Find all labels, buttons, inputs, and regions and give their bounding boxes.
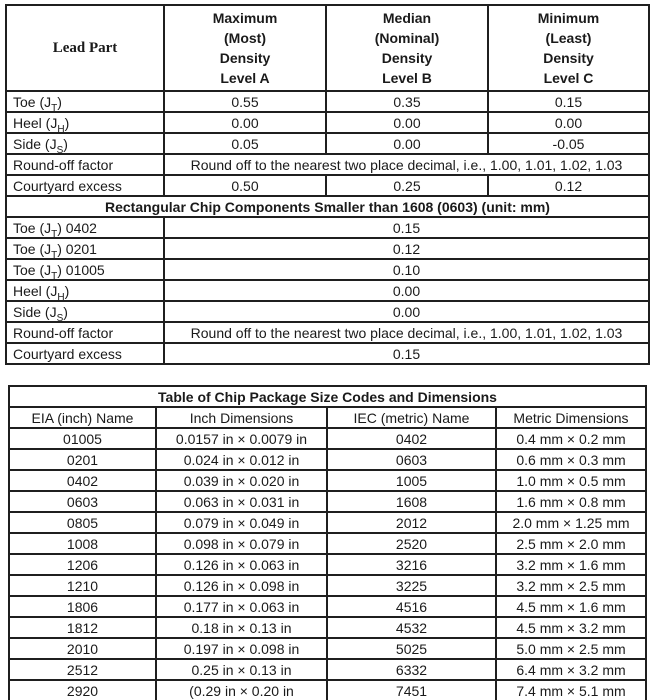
table-row-round-off xyxy=(6,322,649,343)
cell-metric-dimensions: 0.6 mm × 0.3 mm xyxy=(496,449,646,470)
cell-eia-name: 01005 xyxy=(9,428,156,449)
label-subscript: T xyxy=(51,228,58,238)
spanned-value-cell: 0.15 xyxy=(164,343,649,364)
value-cell: 0.00 xyxy=(164,112,326,133)
label-text: ) 01005 xyxy=(57,261,105,278)
row-label-cell xyxy=(6,322,164,343)
cell-eia-name: 2512 xyxy=(9,659,156,680)
label-subscript: H xyxy=(57,123,65,133)
value-cell: -0.05 xyxy=(488,133,649,154)
cell-inch-dimensions: 0.063 in × 0.031 in xyxy=(156,491,327,512)
cell-metric-dimensions: 4.5 mm × 3.2 mm xyxy=(496,617,646,638)
cell-eia-name: 2920 xyxy=(9,680,156,700)
header-line: Level B xyxy=(382,70,432,86)
spanned-value-cell: 0.00 xyxy=(164,280,649,301)
row-label-cell xyxy=(6,133,164,154)
value-cell: 0.50 xyxy=(164,175,326,196)
table-header-row xyxy=(6,5,649,91)
spanned-value-cell: Round off to the nearest two place decimal, i.e., 1.00, 1.01, 1.02, 1.03 xyxy=(164,322,649,343)
table-row xyxy=(9,470,646,491)
header-line: Density xyxy=(543,50,594,66)
label-text: Toe (J xyxy=(13,261,52,278)
cell-inch-dimensions: 0.0157 in × 0.0079 in xyxy=(156,428,327,449)
table-row xyxy=(9,596,646,617)
label-text: ) 0201 xyxy=(57,240,97,257)
cell-eia-name: 0402 xyxy=(9,470,156,491)
label-text: ) xyxy=(64,282,70,299)
cell-iec-name: 0402 xyxy=(327,428,496,449)
cell-metric-dimensions: 0.4 mm × 0.2 mm xyxy=(496,428,646,449)
cell-iec-name: 6332 xyxy=(327,659,496,680)
header-line: Density xyxy=(219,50,271,66)
cell-iec-name: 1005 xyxy=(327,470,496,491)
label-subscript: T xyxy=(51,102,58,112)
cell-iec-name: 3216 xyxy=(327,554,496,575)
table-row xyxy=(9,617,646,638)
spanned-value-cell: 0.10 xyxy=(164,259,649,280)
label-subscript: T xyxy=(51,249,58,259)
table-row xyxy=(9,554,646,575)
table-row xyxy=(9,512,646,533)
cell-inch-dimensions: 0.25 in × 0.13 in xyxy=(156,659,327,680)
table-row-toe xyxy=(6,91,649,112)
label-text: ) xyxy=(57,93,62,110)
table-row xyxy=(9,659,646,680)
header-line: Level A xyxy=(220,70,270,86)
cell-eia-name: 0603 xyxy=(9,491,156,512)
label-subscript: H xyxy=(57,291,65,301)
spanned-value-cell: 0.00 xyxy=(164,301,649,322)
cell-inch-dimensions: (0.29 in × 0.20 in xyxy=(156,680,327,700)
label-text: ) xyxy=(64,114,70,131)
table-row xyxy=(9,428,646,449)
table-row xyxy=(9,491,646,512)
cell-metric-dimensions: 2.0 mm × 1.25 mm xyxy=(496,512,646,533)
row-label-cell xyxy=(6,301,164,322)
cell-metric-dimensions: 1.6 mm × 0.8 mm xyxy=(496,491,646,512)
row-label-cell xyxy=(6,343,164,364)
table-row-side xyxy=(6,301,649,322)
cell-iec-name: 1608 xyxy=(327,491,496,512)
value-cell: 0.00 xyxy=(488,112,649,133)
table-row-heel xyxy=(6,112,649,133)
cell-iec-name: 3225 xyxy=(327,575,496,596)
table-row-side xyxy=(6,133,649,154)
column-header-cell: IEC (metric) Name xyxy=(327,407,496,428)
label-text: Heel (J xyxy=(13,114,58,131)
cell-iec-name: 7451 xyxy=(327,680,496,700)
chip-package-size-table xyxy=(8,385,647,700)
row-label-cell xyxy=(6,280,164,301)
column-header-cell: EIA (inch) Name xyxy=(9,407,156,428)
cell-eia-name: 2010 xyxy=(9,638,156,659)
label-text: Side (J xyxy=(13,135,57,152)
row-label-cell xyxy=(6,154,164,175)
cell-inch-dimensions: 0.079 in × 0.049 in xyxy=(156,512,327,533)
header-line: Minimum xyxy=(537,10,600,26)
row-label-cell xyxy=(6,112,164,133)
cell-metric-dimensions: 3.2 mm × 2.5 mm xyxy=(496,575,646,596)
label-subscript: T xyxy=(51,270,58,280)
table-row-heel xyxy=(6,280,649,301)
cell-metric-dimensions: 2.5 mm × 2.0 mm xyxy=(496,533,646,554)
lead-part-density-table xyxy=(5,4,650,365)
table-row-round-off xyxy=(6,154,649,175)
spanned-value-cell: Round off to the nearest two place decimal, i.e., 1.00, 1.01, 1.02, 1.03 xyxy=(164,154,649,175)
table-row xyxy=(9,449,646,470)
cell-inch-dimensions: 0.18 in × 0.13 in xyxy=(156,617,327,638)
table-row xyxy=(9,680,646,700)
table-row-toe-0402 xyxy=(6,217,649,238)
lead-part-header-cell: Lead Part xyxy=(6,5,164,91)
label-subscript: S xyxy=(56,312,64,322)
value-cell: 0.12 xyxy=(488,175,649,196)
table-title-cell: Table of Chip Package Size Codes and Dimensions xyxy=(9,386,646,407)
table-row xyxy=(9,533,646,554)
table-row xyxy=(9,638,646,659)
cell-inch-dimensions: 0.039 in × 0.020 in xyxy=(156,470,327,491)
density-level-a-header-cell xyxy=(164,5,326,91)
table-row xyxy=(9,575,646,596)
cell-iec-name: 0603 xyxy=(327,449,496,470)
cell-inch-dimensions: 0.177 in × 0.063 in xyxy=(156,596,327,617)
label-text: ) xyxy=(63,135,68,152)
value-cell: 0.25 xyxy=(326,175,488,196)
table-row-courtyard xyxy=(6,175,649,196)
label-text: Heel (J xyxy=(13,282,58,299)
table-row-toe-01005 xyxy=(6,259,649,280)
table-row-toe-0201 xyxy=(6,238,649,259)
label-text: ) 0402 xyxy=(57,219,97,236)
cell-eia-name: 1206 xyxy=(9,554,156,575)
header-line: (Nominal) xyxy=(374,30,440,46)
cell-inch-dimensions: 0.126 in × 0.098 in xyxy=(156,575,327,596)
cell-eia-name: 1812 xyxy=(9,617,156,638)
header-line: Level C xyxy=(543,70,594,86)
label-text: Round-off factor xyxy=(13,324,114,341)
value-cell: 0.05 xyxy=(164,133,326,154)
cell-eia-name: 1210 xyxy=(9,575,156,596)
column-header-cell: Metric Dimensions xyxy=(496,407,646,428)
density-level-b-header-cell xyxy=(326,5,488,91)
cell-eia-name: 0805 xyxy=(9,512,156,533)
label-text: Toe (J xyxy=(13,240,52,257)
section-header-cell: Rectangular Chip Components Smaller than 1608 (0603) (unit: mm) xyxy=(6,196,649,217)
table-row-courtyard xyxy=(6,343,649,364)
cell-inch-dimensions: 0.126 in × 0.063 in xyxy=(156,554,327,575)
spanned-value-cell: 0.15 xyxy=(164,217,649,238)
header-line: (Least) xyxy=(545,30,592,46)
cell-metric-dimensions: 7.4 mm × 5.1 mm xyxy=(496,680,646,700)
cell-metric-dimensions: 6.4 mm × 3.2 mm xyxy=(496,659,646,680)
cell-metric-dimensions: 5.0 mm × 2.5 mm xyxy=(496,638,646,659)
label-subscript: S xyxy=(56,144,64,154)
row-label-cell xyxy=(6,175,164,196)
cell-metric-dimensions: 1.0 mm × 0.5 mm xyxy=(496,470,646,491)
cell-metric-dimensions: 3.2 mm × 1.6 mm xyxy=(496,554,646,575)
row-label-cell xyxy=(6,91,164,112)
header-line: (Most) xyxy=(224,30,266,46)
cell-eia-name: 0201 xyxy=(9,449,156,470)
cell-iec-name: 4516 xyxy=(327,596,496,617)
value-cell: 0.55 xyxy=(164,91,326,112)
value-cell: 0.00 xyxy=(326,133,488,154)
cell-iec-name: 2520 xyxy=(327,533,496,554)
cell-iec-name: 2012 xyxy=(327,512,496,533)
label-text: ) xyxy=(63,303,68,320)
header-line: Median xyxy=(382,10,432,26)
row-label-cell xyxy=(6,259,164,280)
spanned-value-cell: 0.12 xyxy=(164,238,649,259)
density-level-c-header-cell xyxy=(488,5,649,91)
row-label-cell xyxy=(6,238,164,259)
label-text: Toe (J xyxy=(13,93,52,110)
cell-iec-name: 5025 xyxy=(327,638,496,659)
row-label-cell xyxy=(6,217,164,238)
label-text: Courtyard excess xyxy=(13,177,122,194)
value-cell: 0.35 xyxy=(326,91,488,112)
table-header-row xyxy=(9,407,646,428)
cell-eia-name: 1806 xyxy=(9,596,156,617)
header-line: Density xyxy=(381,50,433,66)
cell-metric-dimensions: 4.5 mm × 1.6 mm xyxy=(496,596,646,617)
column-header-cell: Inch Dimensions xyxy=(156,407,327,428)
label-text: Toe (J xyxy=(13,219,52,236)
label-text: Courtyard excess xyxy=(13,345,122,362)
section-header-row xyxy=(6,196,649,217)
header-line: Maximum xyxy=(212,10,278,26)
label-text: Round-off factor xyxy=(13,156,114,173)
value-cell: 0.15 xyxy=(488,91,649,112)
cell-eia-name: 1008 xyxy=(9,533,156,554)
table-title-row xyxy=(9,386,646,407)
cell-inch-dimensions: 0.098 in × 0.079 in xyxy=(156,533,327,554)
label-text: Side (J xyxy=(13,303,57,320)
cell-inch-dimensions: 0.024 in × 0.012 in xyxy=(156,449,327,470)
value-cell: 0.00 xyxy=(326,112,488,133)
cell-iec-name: 4532 xyxy=(327,617,496,638)
cell-inch-dimensions: 0.197 in × 0.098 in xyxy=(156,638,327,659)
